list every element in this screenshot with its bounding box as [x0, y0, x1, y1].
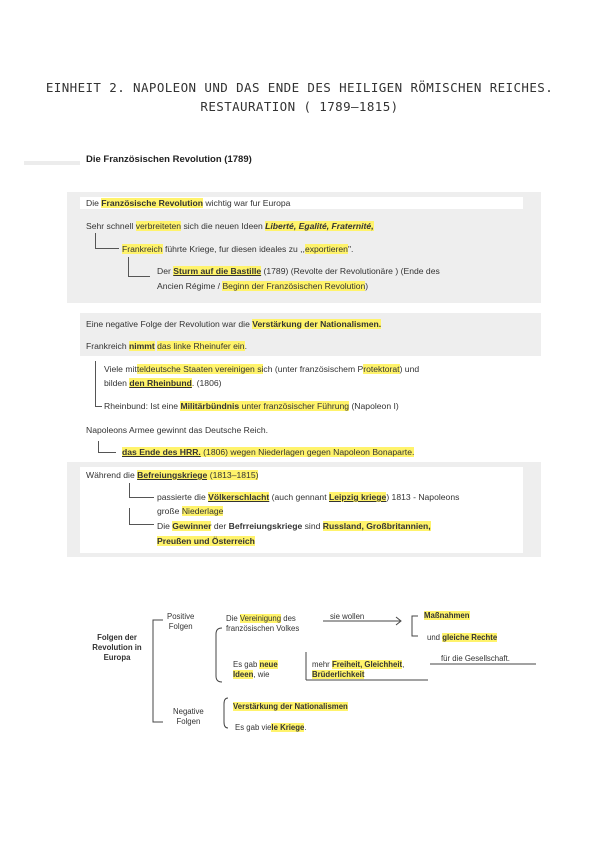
block2-line3: Viele mitteldeutsche Staaten vereinigen sich (unter französischem Protektorat) und [104, 364, 420, 374]
tree-line [98, 452, 116, 453]
diagram-freiheit: mehr Freiheit, Gleichheit, Brüderlichkeit [312, 660, 405, 679]
tree-line [129, 497, 154, 498]
block2-line1: Eine negative Folge der Revolution war die Verstärkung der Nationalismen. [86, 319, 382, 329]
section-title: Die Französischen Revolution (1789) [86, 154, 252, 165]
diagram-verstarkung: Verstärkung der Nationalismen [233, 702, 348, 711]
block4-line2: passierte die Völkerschlacht (auch gennant Leipzig kriege) 1813 - Napoleons [157, 492, 460, 502]
tree-line [128, 276, 150, 277]
tree-line [95, 248, 119, 249]
block2-line4: bilden den Rheinbund. (1806) [104, 378, 222, 388]
diagram-rechte: und gleiche Rechte [427, 633, 498, 642]
block4-line4: Die Gewinner der Befrreiungskriege sind Russland, Großbritannien, [157, 521, 431, 531]
block1-line4: Der Sturm auf die Bastille (1789) (Revolte der Revolutionäre ) (Ende des [157, 266, 440, 276]
title-line-2: RESTAURATION ( 1789–1815) [200, 99, 399, 114]
block2-line2: Frankreich nimmt das linke Rheinufer ein. [86, 341, 247, 351]
diagram-sie-wollen: sie wollen [330, 612, 365, 621]
diagram-kriege: Es gab viele Kriege. [235, 723, 307, 732]
block1-line1: Die Französische Revolution wichtig war fur Europa [86, 198, 291, 208]
section-bar [24, 161, 80, 165]
block4-line3: große Niederlage [157, 506, 224, 516]
tree-line [95, 233, 96, 249]
tree-line [128, 257, 129, 277]
block4-line5: Preußen und Österreich [157, 536, 255, 546]
block4-line1: Während die Befreiungskriege (1813–1815) [86, 470, 259, 480]
tree-line [95, 406, 102, 407]
diagram-lines [0, 600, 599, 740]
tree-line [129, 524, 154, 525]
diagram-negative: Negative Folgen [173, 707, 204, 726]
diagram-ideen: Es gab neue Ideen, wie [233, 660, 278, 679]
tree-line [95, 361, 96, 407]
title-line-1: EINHEIT 2. NAPOLEON UND DAS ENDE DES HEILIGEN RÖMISCHEN REICHES. [45, 80, 554, 95]
tree-line [129, 508, 130, 525]
block3-line2: das Ende des HRR. (1806) wegen Niederlagen gegen Napoleon Bonaparte. [122, 447, 415, 457]
block1-line2: Sehr schnell verbreiteten sich die neuen Ideen Liberté, Egalité, Fraternité, [86, 221, 374, 231]
diagram-massnahmen: Maßnahmen [424, 611, 470, 620]
block3-line1: Napoleons Armee gewinnt das Deutsche Reich. [86, 425, 269, 435]
diagram-positive: Positive Folgen [167, 612, 195, 631]
block1-line5: Ancien Régime / Beginn der Französischen Revolution) [157, 281, 369, 291]
tree-line [129, 483, 130, 498]
diagram-vereinigung: Die Vereinigung des französischen Volkes [226, 614, 300, 633]
block2-line5: Rheinbund: Ist eine Militärbündnis unter französischer Führung (Napoleon I) [104, 401, 399, 411]
block1-line3: Frankreich führte Kriege, fur diesen ideales zu ,,exportieren". [122, 244, 354, 254]
diagram-root: Folgen der Revolution in Europa [92, 633, 142, 662]
diagram-gesellschaft: für die Gesellschaft. [441, 654, 510, 663]
